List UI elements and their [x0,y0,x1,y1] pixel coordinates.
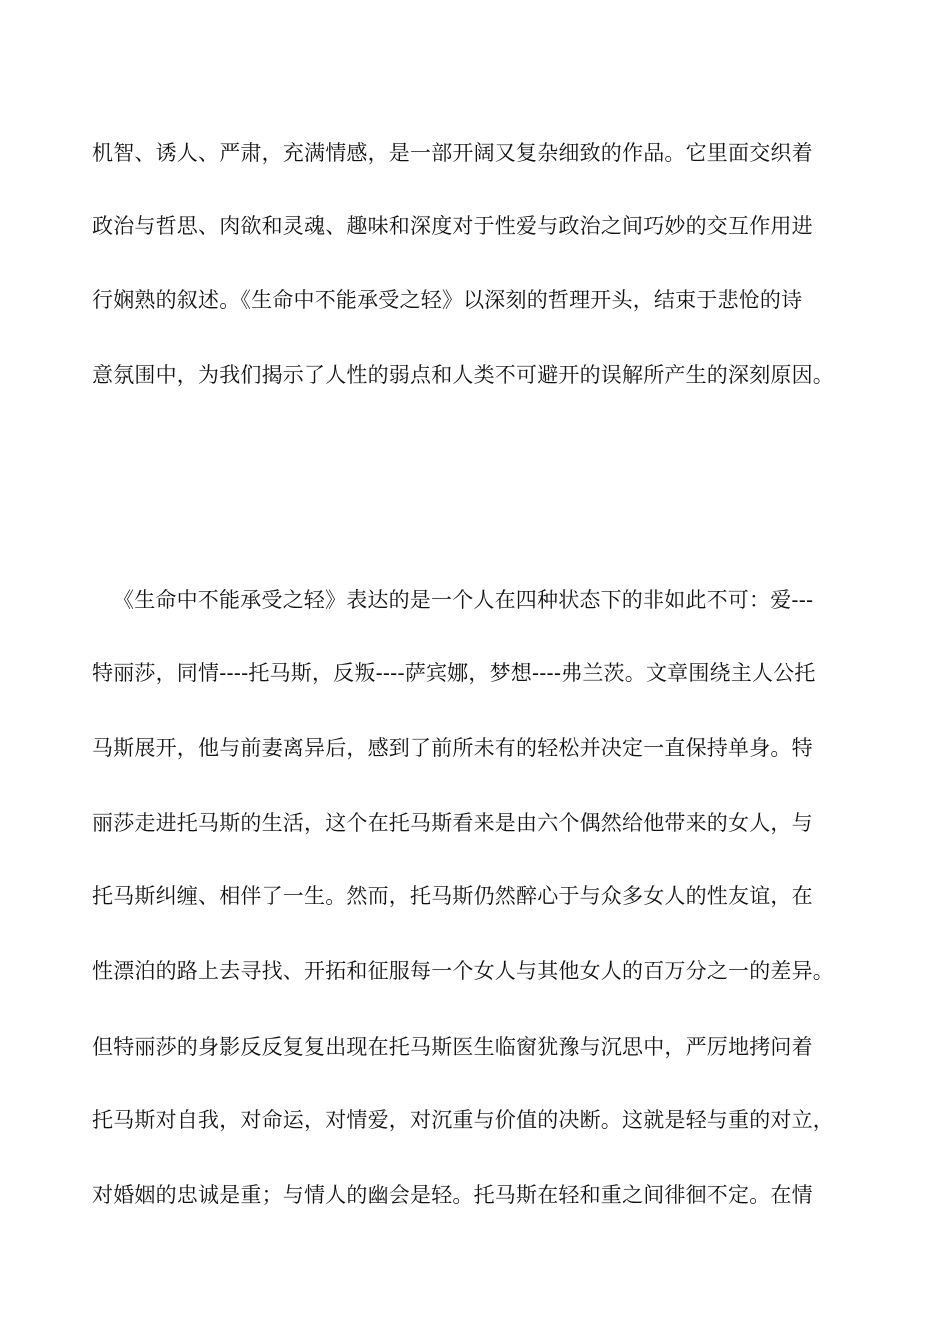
paragraph-2-line-4: 丽莎走进托马斯的生活，这个在托马斯看来是由六个偶然给他带来的女人，与 [92,811,813,835]
paragraph-1-line-4: 意氛围中，为我们揭示了人性的弱点和人类不可避开的误解所产生的深刻原因。 [92,363,834,387]
paragraph-1-line-2: 政治与哲思、肉欲和灵魂、趣味和深度对于性爱与政治之间巧妙的交互作用进 [92,214,813,238]
paragraph-2-line-6: 性漂泊的路上去寻找、开拓和征服每一个女人与其他女人的百万分之一的差异。 [92,959,834,983]
paragraph-2-line-3: 马斯展开，他与前妻离异后，感到了前所未有的轻松并决定一直保持单身。特 [92,736,813,760]
paragraph-2-line-7: 但特丽莎的身影反反复复出现在托马斯医生临窗犹豫与沉思中，严厉地拷问着 [92,1035,813,1059]
paragraph-2-line-8: 托马斯对自我，对命运，对情爱，对沉重与价值的决断。这就是轻与重的对立， [92,1108,834,1132]
paragraph-1-line-1: 机智、诱人、严肃，充满情感，是一部开阔又复杂细致的作品。它里面交织着 [92,141,813,165]
paragraph-1-line-3: 行娴熟的叙述。《生命中不能承受之轻》以深刻的哲理开头，结束于悲怆的诗 [92,288,803,312]
paragraph-2-line-9: 对婚姻的忠诚是重；与情人的幽会是轻。托马斯在轻和重之间徘徊不定。在情 [92,1183,813,1207]
paragraph-2-line-1: 《生命中不能承受之轻》表达的是一个人在四种状态下的非如此不可：爱--- [113,588,814,612]
paragraph-2-line-5: 托马斯纠缠、相伴了一生。然而，托马斯仍然醉心于与众多女人的性友谊，在 [92,884,813,908]
paragraph-2-line-2: 特丽莎，同情----托马斯，反叛----萨宾娜，梦想----弗兰茨。文章围绕主人公托 [92,661,816,685]
